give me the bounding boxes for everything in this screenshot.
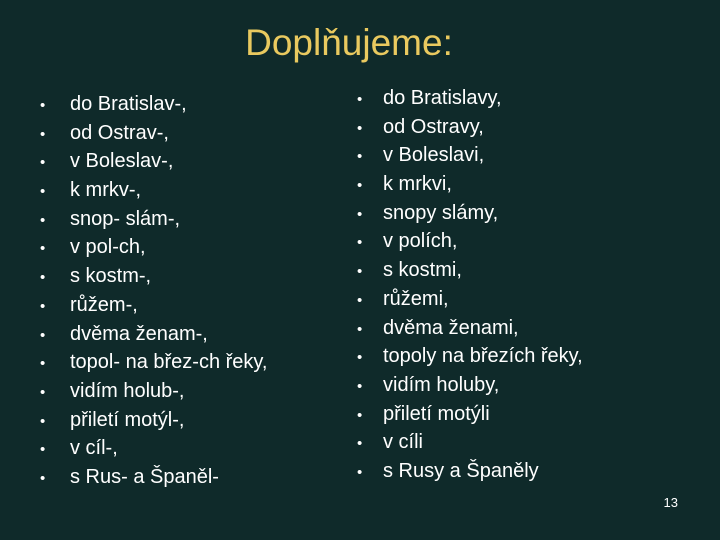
list-item — [40, 119, 268, 148]
list-item-text: k mrkvi, — [383, 173, 452, 196]
list-item-text: topoly na březích řeky, — [383, 345, 583, 368]
list-item-text: s Rusy a Španěly — [383, 459, 539, 482]
list-item — [357, 141, 583, 170]
bullet-icon: • — [40, 183, 46, 201]
bullet-icon: • — [40, 154, 46, 172]
list-item — [40, 291, 268, 320]
list-item-text: s kostm-, — [70, 265, 152, 288]
list-item-text: k mrkv-, — [70, 179, 142, 202]
list-item — [357, 371, 583, 400]
bullet-icon: • — [40, 355, 46, 373]
list-item — [357, 84, 583, 113]
bullet-icon: • — [40, 240, 46, 258]
bullet-icon: • — [357, 205, 363, 223]
bullet-icon: • — [40, 97, 46, 114]
list-item-text: dvěma ženami, — [383, 316, 519, 339]
list-item — [40, 406, 268, 435]
list-item-text: od Ostrav-, — [70, 121, 169, 144]
list-item — [40, 348, 268, 377]
list-item — [357, 256, 583, 285]
list-item — [40, 205, 268, 234]
list-item — [40, 90, 268, 119]
list-item — [357, 428, 583, 457]
list-item-text: vidím holub-, — [70, 379, 185, 402]
bullet-icon: • — [40, 412, 46, 430]
list-item-text: snop- slám-, — [70, 207, 181, 230]
exercise-list — [40, 90, 268, 492]
bullet-icon: • — [40, 383, 46, 401]
bullet-icon: • — [357, 463, 363, 481]
list-item — [40, 147, 268, 176]
list-item — [357, 113, 583, 142]
list-item — [357, 314, 583, 343]
bullet-icon: • — [357, 349, 363, 367]
list-item — [357, 457, 583, 486]
slide-title: Doplňujeme: — [245, 22, 453, 63]
bullet-icon: • — [357, 377, 363, 395]
list-item — [357, 227, 583, 256]
answer-list — [357, 84, 583, 486]
bullet-icon: • — [357, 320, 363, 338]
list-item-text: s kostmi, — [383, 259, 462, 282]
bullet-icon: • — [40, 441, 46, 459]
list-item-text: růžem-, — [70, 293, 138, 316]
list-item — [357, 342, 583, 371]
list-item-text: přiletí motýl-, — [70, 408, 185, 431]
bullet-icon: • — [357, 234, 363, 252]
bullet-icon: • — [357, 119, 363, 137]
list-item-text: v Boleslavi, — [383, 144, 485, 167]
bullet-icon: • — [40, 297, 46, 315]
list-item-text: v cíli — [383, 431, 423, 454]
list-item-text: růžemi, — [383, 287, 449, 310]
list-item — [40, 233, 268, 262]
bullet-icon: • — [40, 125, 46, 143]
bullet-icon: • — [357, 177, 363, 195]
list-item-text: v pol-ch, — [70, 236, 146, 259]
bullet-icon: • — [357, 435, 363, 453]
bullet-icon: • — [357, 263, 363, 281]
list-item — [40, 262, 268, 291]
list-item — [40, 320, 268, 349]
bullet-icon: • — [357, 91, 363, 108]
list-item — [357, 285, 583, 314]
list-item — [40, 176, 268, 205]
slide-number: 13 — [663, 495, 678, 510]
bullet-icon: • — [40, 211, 46, 229]
list-item — [40, 377, 268, 406]
list-item-text: snopy slámy, — [383, 201, 499, 224]
list-item-text: s Rus- a Španěl- — [70, 465, 219, 488]
list-item-text: topol- na břez-ch řeky, — [70, 351, 268, 374]
bullet-icon: • — [357, 291, 363, 309]
list-item — [40, 434, 268, 463]
list-item-text: vidím holuby, — [383, 373, 500, 396]
bullet-icon: • — [357, 148, 363, 166]
list-item-text: v polích, — [383, 230, 458, 253]
list-item — [357, 170, 583, 199]
list-item-text: dvěma ženam-, — [70, 322, 208, 345]
list-item-text: v Boleslav-, — [70, 150, 174, 173]
bullet-icon: • — [40, 469, 46, 487]
list-item-text: přiletí motýli — [383, 402, 490, 425]
bullet-icon: • — [40, 326, 46, 344]
bullet-icon: • — [357, 406, 363, 424]
list-item-text: od Ostravy, — [383, 115, 484, 138]
list-item-text: v cíl-, — [70, 437, 118, 460]
list-item-text: do Bratislavy, — [383, 87, 502, 109]
list-item-text: do Bratislav-, — [70, 93, 187, 115]
list-item — [357, 199, 583, 228]
list-item — [40, 463, 268, 492]
list-item — [357, 400, 583, 429]
bullet-icon: • — [40, 269, 46, 287]
